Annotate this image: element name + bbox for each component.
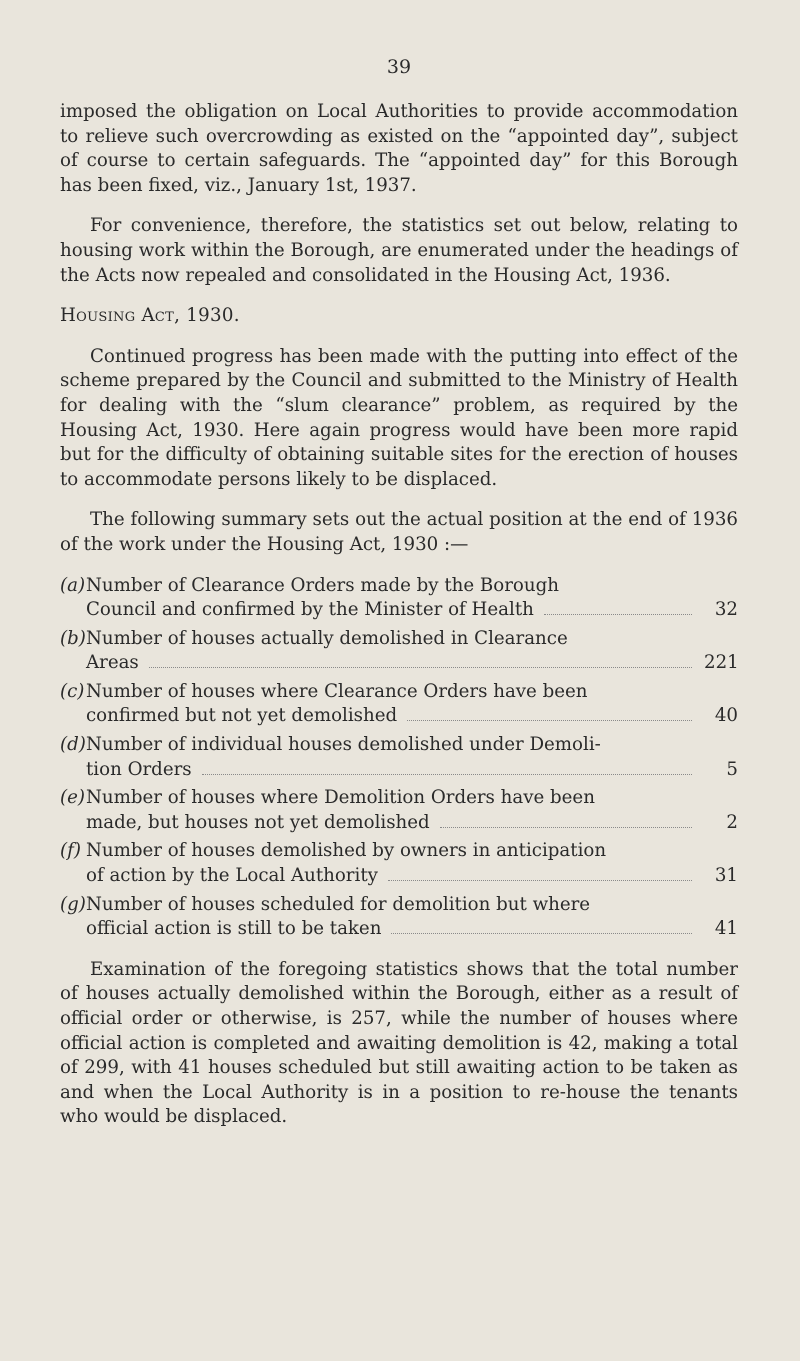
paragraph-continuation: imposed the obligation on Local Authorities to provide accommodation to relieve such overcrowding as existed on the “appointed day”, subject of course to certain safeguards. The “appointed day” for this Borough has been fixed, viz., January 1st, 1937.	[60, 101, 738, 196]
dot-leader	[149, 667, 692, 668]
item-letter: (f)	[60, 840, 81, 862]
dot-leader	[391, 933, 692, 934]
item-text-line1: Number of houses where Clearance Orders have been	[86, 680, 588, 702]
summary-item-a	[60, 574, 738, 623]
dot-leader	[202, 774, 692, 775]
item-text-line1: Number of individual houses demolished under Demoli-	[86, 734, 601, 756]
paragraph-examination: Examination of the foregoing statistics shows that the total number of houses actually demolished within the Borough, either as a result of official order or otherwise, is 257, while the number of houses where official action is completed and awaiting demolition is 42, making a total of 299, with 41 houses scheduled but still awaiting action to be taken as and when the Local Authority is in a position to re-house the tenants who would be displaced.	[60, 958, 738, 1128]
item-text-line2: made, but houses not yet demolished	[86, 811, 430, 833]
paragraph-progress: Continued progress has been made with the putting into effect of the scheme prepared by the Council and submitted to the Ministry of Health for dealing with the “slum clearance” problem, as required by the Housing Act, 1930. Here again progress would have been more rapid but for the difficulty of obtaining suitable sites for the erection of houses to accommodate persons likely to be displaced.	[60, 345, 738, 490]
item-text-line1: Number of Clearance Orders made by the Borough	[86, 574, 559, 596]
item-text-line1: Number of houses actually demolished in Clearance	[86, 627, 568, 649]
item-letter: (e)	[60, 787, 85, 809]
item-text-line2: Areas	[86, 652, 139, 674]
summary-item-d	[60, 733, 738, 782]
item-letter: (b)	[60, 627, 86, 649]
item-text-line1: Number of houses demolished by owners in anticipation	[86, 840, 607, 862]
item-text-line2: Council and confirmed by the Minister of Health	[86, 599, 534, 621]
summary-item-b	[60, 627, 738, 676]
item-value: 32	[714, 599, 738, 621]
item-letter: (d)	[60, 734, 86, 756]
item-value: 41	[714, 918, 738, 940]
item-text-line2: official action is still to be taken	[86, 918, 382, 940]
item-value: 31	[714, 865, 738, 887]
dot-leader	[388, 880, 692, 881]
item-text-line2: of action by the Local Authority	[86, 865, 378, 887]
item-letter: (a)	[60, 574, 86, 596]
dot-leader	[407, 720, 692, 721]
summary-item-c	[60, 680, 738, 729]
item-text-line2: confirmed but not yet demolished	[86, 705, 398, 727]
item-text-line1: Number of houses where Demolition Orders have been	[86, 787, 595, 809]
item-value: 221	[704, 652, 739, 674]
item-value: 5	[726, 758, 738, 780]
summary-item-e	[60, 786, 738, 835]
summary-list	[60, 574, 738, 942]
dot-leader	[544, 614, 692, 615]
item-value: 40	[714, 705, 738, 727]
page-number: 39	[386, 56, 412, 78]
item-letter: (g)	[60, 893, 86, 915]
item-text-line1: Number of houses scheduled for demolition but where	[86, 893, 591, 915]
section-heading: Housing Act, 1930.	[60, 305, 240, 327]
item-text-line2: tion Orders	[86, 758, 192, 780]
summary-item-g	[60, 893, 738, 942]
item-letter: (c)	[60, 680, 85, 702]
summary-item-f	[60, 839, 738, 888]
paragraph-summary-intro: The following summary sets out the actual position at the end of 1936 of the work under the Housing Act, 1930 :—	[60, 509, 738, 555]
dot-leader	[440, 827, 692, 828]
item-value: 2	[726, 811, 738, 833]
paragraph-convenience: For convenience, therefore, the statistics set out below, relating to housing work within the Borough, are enumerated under the headings of the Acts now repealed and consolidated in the Housing Act, 1936.	[60, 215, 738, 286]
